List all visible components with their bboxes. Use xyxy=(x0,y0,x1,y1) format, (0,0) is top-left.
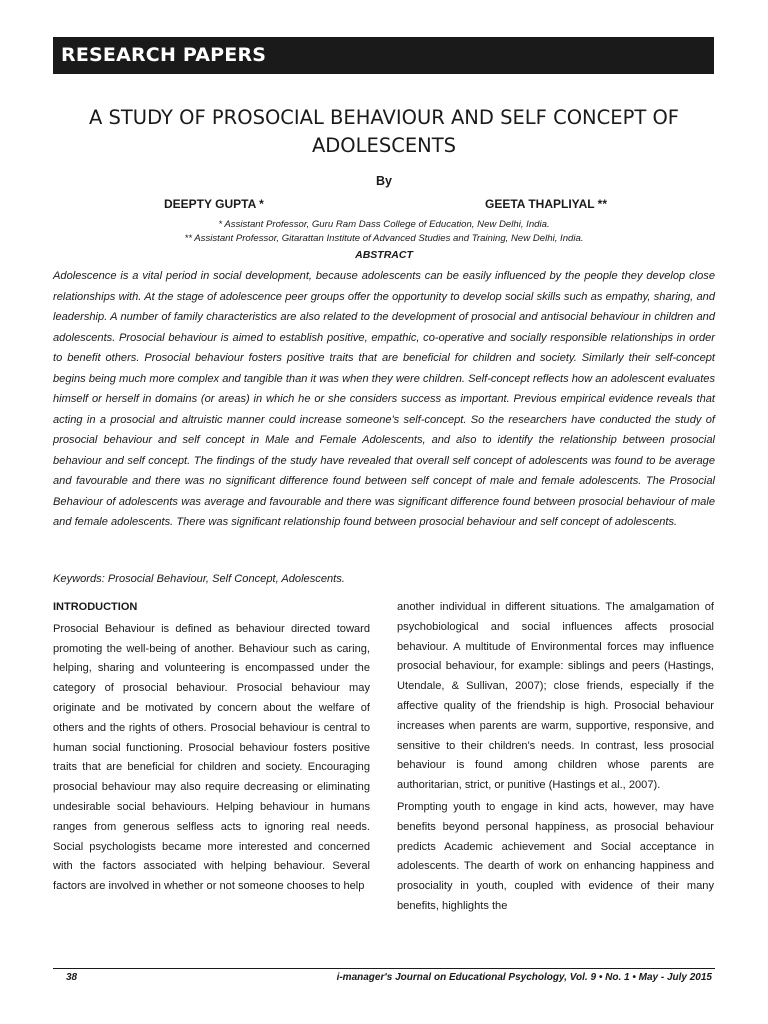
left-column xyxy=(53,598,370,897)
affiliation-2: ** Assistant Professor, Gitarattan Institute of Advanced Studies and Training, New Delhi, India. xyxy=(184,233,584,244)
by-label: By xyxy=(376,174,392,188)
footer-rule xyxy=(53,968,715,969)
affiliation-1: * Assistant Professor, Guru Ram Dass College of Education, New Delhi, India. xyxy=(218,219,550,230)
intro-paragraph-3: Prompting youth to engage in kind acts, however, may have benefits beyond personal happiness, as prosocial behaviour predicts Academic achievement and Social acceptance in adolescents. The dearth of work on enhancing happiness and prosociality in youth, coupled with evidence of their many benefits, highlights the xyxy=(397,800,714,912)
section-banner xyxy=(53,37,714,74)
intro-paragraph-2: another individual in different situations. The amalgamation of psychobiological and social influences affects prosocial behaviour. A multitude of Environmental forces may influence prosocial behaviour, for example: siblings and peers (Hastings, Utendale, & Sullivan, 2007); close friends, especially if the affective quality of the friendship is high. Prosocial behaviour increases when parents are warm, supportive, responsive, and sensitive to their children's needs. In contrast, less prosocial behaviour is found among children whose parents are authoritarian, strict, or punitive (Hastings et al., 2007). xyxy=(397,601,714,792)
section-label: RESEARCH PAPERS xyxy=(61,44,267,66)
keywords: Keywords: Prosocial Behaviour, Self Concept, Adolescents. xyxy=(53,573,345,585)
abstract-text: Adolescence is a vital period in social development, because adolescents can be easily influenced by the people they develop close relationships with. At the stage of adolescence peer groups offer the opportunity to develop social skills such as empathy, sharing, and leadership. A number of family characteristics are also related to the development of prosocial and antisocial behaviour in children and adolescents. Prosocial behaviour is aimed to establish positive, empathic, co-operative and socially responsible relationships in order to benefit others. Prosocial behaviour fosters positive traits that are beneficial for children and society. Similarly their self-concept begins being much more complex and tangible than it was when they were children. Self-concept reflects how an adolescent evaluates himself or herself in domains (or areas) in which he or she considers success as important. Previous empirical evidence reveals that acting in a prosocial and altruistic manner could increase someone's self-concept. So the researchers have conducted the study of prosocial behaviour and self concept in Male and Female Adolescents, and also to identify the relationship between prosocial behaviour and self concept. The findings of the study have revealed that overall self concept of adolescents was found to be average and favourable and there was no significant difference found between self concept of male and female adolescents. The Prosocial Behaviour of adolescents was average and favourable and there was significant difference found between prosocial behaviour of male and female adolescents. There was significant relationship found between prosocial behaviour and self concept of adolescents. xyxy=(53,270,715,528)
article-title: A STUDY OF PROSOCIAL BEHAVIOUR AND SELF CONCEPT OF ADOLESCENTS xyxy=(88,106,680,157)
intro-heading: INTRODUCTION xyxy=(53,601,138,613)
author-2: GEETA THAPLIYAL ** xyxy=(485,197,608,211)
abstract-heading: ABSTRACT xyxy=(355,249,413,261)
page-number: 38 xyxy=(66,972,78,983)
author-1: DEEPTY GUPTA * xyxy=(164,197,264,211)
intro-paragraph-1: Prosocial Behaviour is defined as behaviour directed toward promoting the well-being of another. Behaviour such as caring, helping, sharing and volunteering is encompassed under the category of prosocial behaviour. Prosocial behaviour may originate and be motivated by concern about the welfare of others and the rights of others. Prosocial behaviour is central to human social functioning. Prosocial behaviour fosters positive traits that are beneficial for children and society. Encouraging prosocial behaviour may also require decreasing or eliminating undesirable social behaviours. Helping behaviour in humans ranges from generous selfless acts to ignoring real needs. Social psychologists became more interested and concerned with the factors associated with helping behaviour. Several factors are involved in whether or not someone chooses to help xyxy=(53,622,370,893)
right-column xyxy=(397,598,714,917)
journal-citation: i-manager's Journal on Educational Psychology, Vol. 9 • No. 1 • May - July 2015 xyxy=(336,972,712,983)
